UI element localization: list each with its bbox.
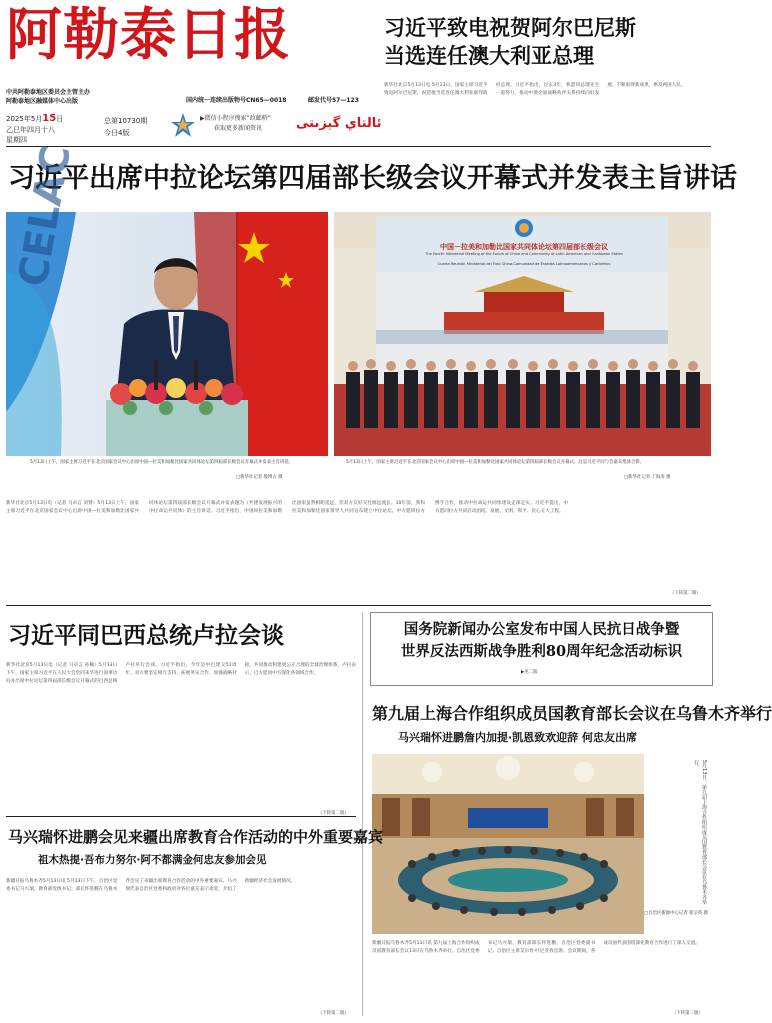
story2-body: 新华社北京5月13日电（记者 马卓言 孙楠）5月13日下午，国家主席习近平在人民大会堂同来华进行国事访问并出席中拉论坛第四届部长级会议开幕式的巴西总统卢拉举行会谈。习近平指出，今年是中巴建交51周年。双方要坚定相互支持，拓展务实合作，加强战略对接，共同推动构建更公正合理的全球治理体系。卢拉表示，巴方愿同中方深化各领域合作。 (6, 663, 356, 685)
story4-subhead: 祖木热提·吾布力努尔·阿不都满金何忠友参加会见 (38, 854, 267, 866)
story4-body: 新疆日报乌鲁木齐5月13日讯 5月13日下午，自治区党委书记马兴瑞，教育部党组书记、部长怀进鹏在乌鲁木齐会见了来疆出席教育合作活动的中外重要嘉宾。马兴瑞代表自治区党委和政府对各位嘉宾表示欢迎，介绍了新疆经济社会发展情况。 (6, 879, 296, 893)
credit-left: □新华社记者 殷博古 摄 (236, 475, 283, 480)
postal-code: 邮发代号57—123 (308, 97, 359, 104)
app-logo-icon (170, 112, 196, 138)
wechat-line-2: 获取更多新闻资讯 (214, 125, 263, 132)
date-block (6, 114, 63, 124)
date-day: 15 (42, 113, 57, 124)
story3-credit: □自治区新闻中心记者 崔宗英 摄 (643, 911, 708, 916)
caption-right: 5月13日上午，国家主席习近平在北京国家会议中心出席中国—拉美和加勒比国家共同体论坛第四届部长级会议开幕式。这是习近平同与会嘉宾集体合影。 (346, 460, 645, 465)
banner-english: The Fourth Ministerial Meeting of the Forum of China and Community of Latin American and Caribbean States (425, 252, 623, 256)
wechat-line-1: ▶微信小程序搜索“政邮桥” (200, 115, 271, 122)
lead-continued: （下转第二版） (670, 591, 701, 596)
notice-line-2: 世界反法西斯战争胜利80周年纪念活动标识 (400, 643, 683, 660)
story4-divider (6, 816, 356, 817)
masthead-divider (6, 146, 711, 147)
story3-caption: 5月13日，第九届上海合作组织成员国教育部长会议在乌鲁木齐举行。 (693, 760, 707, 905)
story2-continued: （下转第二版） (318, 811, 349, 816)
story3-continued: （下转第二版） (672, 1011, 703, 1016)
issue-number: 总第10730期 (104, 117, 148, 125)
story4-headline[interactable]: 马兴瑞怀进鹏会见来疆出席教育合作活动的中外重要嘉宾 (8, 828, 384, 846)
story2-headline[interactable]: 习近平同巴西总统卢拉会谈 (8, 623, 284, 649)
lunar-date: 乙巳年四月十八 (6, 126, 55, 134)
notice-line-1: 国务院新闻办公室发布中国人民抗日战争暨 (403, 621, 680, 638)
banner-title: 中国－拉美和加勒比国家共同体论坛第四届部长级会议 (440, 243, 608, 251)
date-suffix: 日 (56, 115, 64, 123)
photo-group (334, 212, 711, 456)
column-divider (362, 612, 363, 1016)
date-month: 2025年5月 (6, 115, 43, 123)
story4-continued: （下转第二版） (318, 1011, 349, 1016)
publisher-line-1: 中共阿勒泰地区委员会主管主办 (6, 89, 91, 96)
photo-conference (372, 754, 644, 934)
story3-subhead: 马兴瑞怀进鹏詹内加提·凯恩致欢迎辞 何忠友出席 (398, 731, 638, 744)
banner-spanish: Cuarta Reunión Ministerial del Foro China-Comunidad de Estados Latinoamericanos y Caribeños (437, 262, 611, 266)
caption-left: 5月13日上午，国家主席习近平在北京国家会议中心出席中国—拉美和加勒比国家共同体论坛第四届部长级会议开幕式并发表主旨讲话。 (30, 460, 294, 465)
cn-number: 国内统一连续出版物号CN65—0018 (186, 97, 287, 104)
top-story-headline-2[interactable]: 当选连任澳大利亚总理 (384, 44, 594, 68)
story3-headline[interactable]: 第九届上海合作组织成员国教育部长会议在乌鲁木齐举行 (372, 704, 772, 723)
page-count: 今日4版 (104, 129, 130, 137)
lead-headline[interactable]: 习近平出席中拉论坛第四届部长级会议开幕式并发表主旨讲话 (8, 163, 737, 194)
notice-ref: ▶见二版 (521, 670, 538, 675)
notice-box[interactable] (370, 612, 713, 686)
weekday: 星期四 (6, 136, 27, 144)
top-story-headline-1[interactable]: 习近平致电祝贺阿尔巴尼斯 (384, 16, 636, 40)
lead-body: 新华社北京5月13日电（记者 马卓言 刘赞）5月13日上午，国家主席习近平在北京国家会议中心出席中国—拉美和加勒比国家共同体论坛第四届部长级会议开幕式并发表题为《共建发展振兴的中拉命运共同体》的主旨讲话。习近平指出，中国同拉美和加勒比国家虽然相距遥远，但双方友好交往源远流长。10年前，我和拉美和加勒比国家领导人共同宣布建立中拉论坛。中方愿同拉方携手合作，推动中拉命运共同体建设走深走实。习近平提出，中方愿同拉方共同启动团结、发展、文明、和平、民心五大工程。 (6, 501, 568, 515)
publisher-line-2: 阿勒泰地区融媒体中心出版 (6, 98, 79, 105)
uyghur-logo: ئالتاي گېزىتى (296, 116, 382, 131)
photo-speech (6, 141, 328, 456)
celac-backdrop-text: CELAC (10, 141, 81, 290)
top-story-body: 新华社北京5月13日电 5月13日，国家主席习近平致电阿尔巴尼斯，祝贺他当选连任澳大利亚联邦政府总理。习近平指出，过去3年，我愿同总理先生一道努力，推动中澳全面战略伙伴关系持续向好发展，不断取得新成果，惠及两国人民。 (384, 83, 686, 97)
lead-divider (6, 605, 711, 606)
credit-right: □新华社记者 丁海涛 摄 (624, 475, 671, 480)
newspaper-masthead: 阿勒泰日报 (6, 2, 291, 68)
story3-body: 新疆日报乌鲁木齐5月13日讯 第九届上海合作组织成员国教育部长会议13日在乌鲁木齐举行。自治区党委书记马兴瑞，教育部部长怀进鹏，自治区党委副书记、自治区主席艾尔肯·吐尼亚孜出席。会议期间，各成员国代表围绕深化教育合作进行了深入交流。 (372, 941, 700, 955)
